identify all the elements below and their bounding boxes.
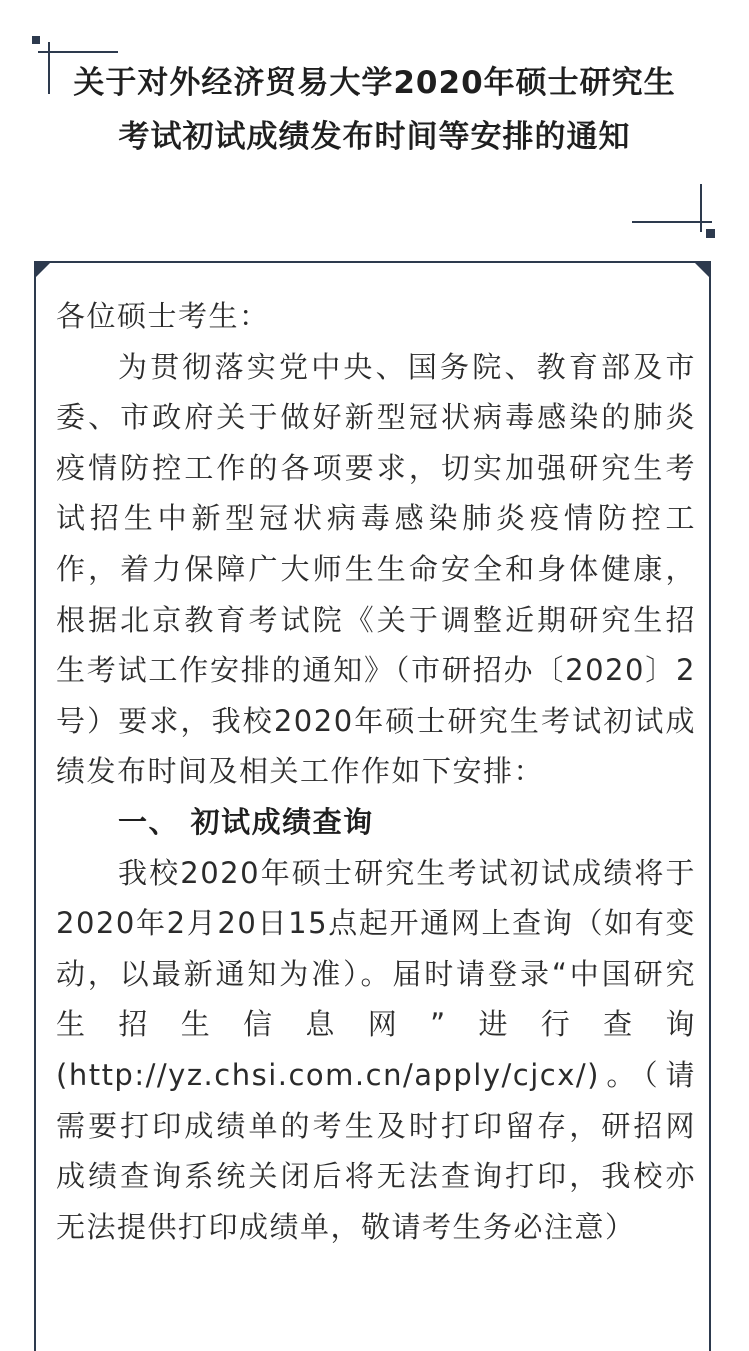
- paragraph-score-query: 我校2020年硕士研究生考试初试成绩将于2020年2月20日15点起开通网上查询（如有变动，以最新通知为准）。届时请登录“中国研究生招生信息网”进行查询(http://yz.chsi.com.cn/apply/cjcx/)。（请需要打印成绩单的考生及时打印留存，研招网成绩查询系统关闭后将无法查询打印，我校亦无法提供打印成绩单，敬请考生务必注意）: [56, 855, 696, 1244]
- corner-square-bottom-right: [706, 229, 715, 238]
- paragraph-intro: 为贯彻落实党中央、国务院、教育部及市委、市政府关于做好新型冠状病毒感染的肺炎疫情防控工作的各项要求，切实加强研究生考试招生中新型冠状病毒感染肺炎疫情防控工作，着力保障广大师生生命安全和身体健康，根据北京教育考试院《关于调整近期研究生招生考试工作安排的通知》（市研招办〔2020〕2号）要求，我校2020年硕士研究生考试初试成绩发布时间及相关工作作如下安排：: [56, 349, 696, 789]
- corner-line-top-left-horizontal: [38, 51, 118, 53]
- notice-body: [56, 291, 696, 1252]
- corner-line-bottom-right-vertical: [700, 184, 702, 232]
- corner-triangle-right: [693, 261, 711, 279]
- notice-title: 关于对外经济贸易大学2020年硕士研究生考试初试成绩发布时间等安排的通知: [73, 65, 676, 155]
- section-heading-score-query: 一、 初试成绩查询: [118, 804, 374, 839]
- title-block: [0, 0, 749, 250]
- notice-content-box: [34, 261, 711, 1351]
- corner-triangle-left: [34, 261, 52, 279]
- corner-line-top-left-vertical: [48, 42, 50, 94]
- corner-square-top-left: [32, 36, 40, 44]
- salutation: 各位硕士考生：: [56, 299, 270, 333]
